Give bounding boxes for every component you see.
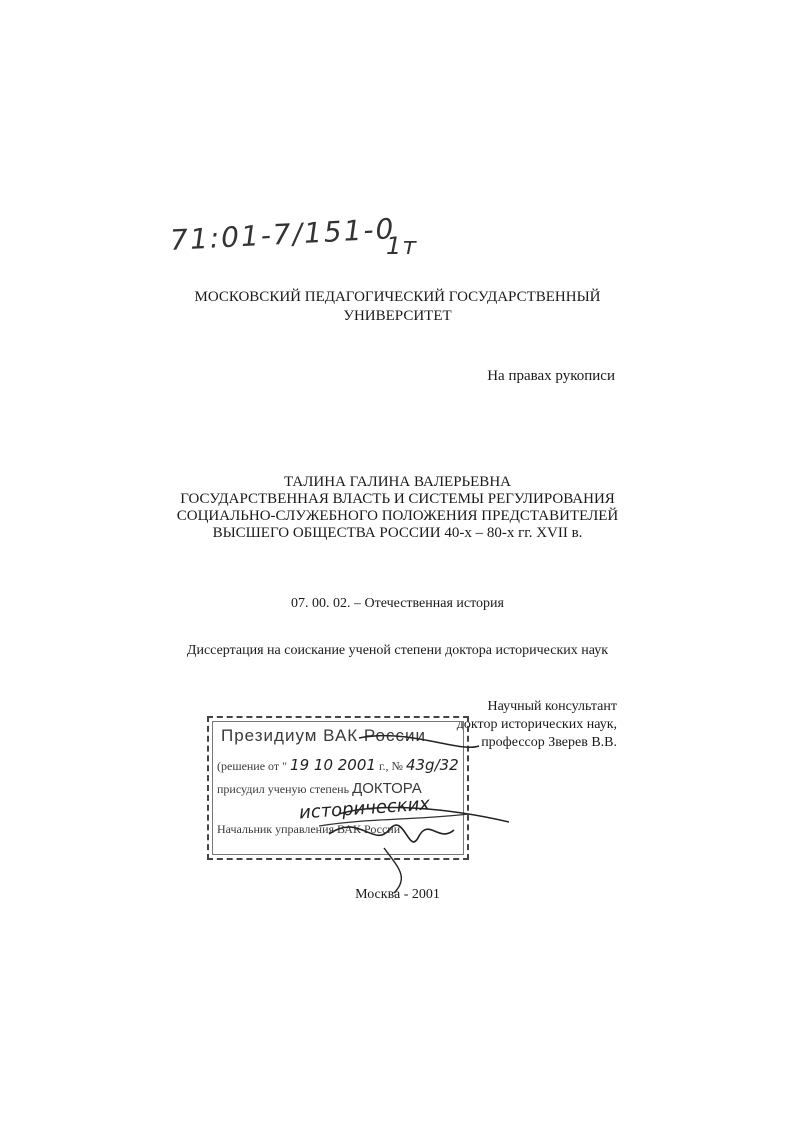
university-line-2: УНИВЕРСИТЕТ [343,308,452,324]
consultant-name: профессор Зверев В.В. [481,735,617,750]
title-block [0,474,795,542]
stamp-field-handwritten: исторических [298,793,431,824]
vak-stamp [207,716,469,860]
consultant-degree: доктор исторических наук, [456,717,617,732]
archive-suffix: 1т [386,232,418,260]
specialty-code: 07. 00. 02. – Отечественная история [291,596,504,611]
stamp-head-line: Начальник управления ВАК России [217,822,401,836]
stamp-decision-number: 43g/32 [405,756,459,774]
signature-scribble [209,718,509,898]
title-line-2: СОЦИАЛЬНО-СЛУЖЕБНОГО ПОЛОЖЕНИЯ ПРЕДСТАВИТЕЛЕЙ [176,508,619,524]
university-line-1: МОСКОВСКИЙ ПЕДАГОГИЧЕСКИЙ ГОСУДАРСТВЕННЫЙ [194,289,601,305]
stamp-awarded-prefix: присудил ученую степень [217,782,350,796]
title-line-1: ГОСУДАРСТВЕННАЯ ВЛАСТЬ И СИСТЕМЫ РЕГУЛИРОВАНИЯ [180,491,615,507]
author-name: ТАЛИНА ГАЛИНА ВАЛЕРЬЕВНА [284,474,511,490]
consultant-role: Научный консультант [487,699,617,714]
stamp-decision-date: 19 10 2001 [290,756,376,774]
stamp-title: Президиум ВАК России [221,726,426,745]
stamp-degree: ДОКТОРА [352,780,422,797]
stamp-decision-prefix: (решение от " [217,759,288,773]
title-line-3: ВЫСШЕГО ОБЩЕСТВА РОССИИ 40-х – 80-х гг. XVII в. [212,525,583,541]
stamp-decision-mid: г., № [378,759,403,773]
archive-code: 71:01-7/151-0 [169,212,397,257]
university-name [0,288,795,326]
rights-note: На правах рукописи [487,368,615,384]
city-year: Москва - 2001 [355,887,440,902]
dissertation-statement: Диссертация на соискание ученой степени доктора исторических наук [186,643,609,658]
